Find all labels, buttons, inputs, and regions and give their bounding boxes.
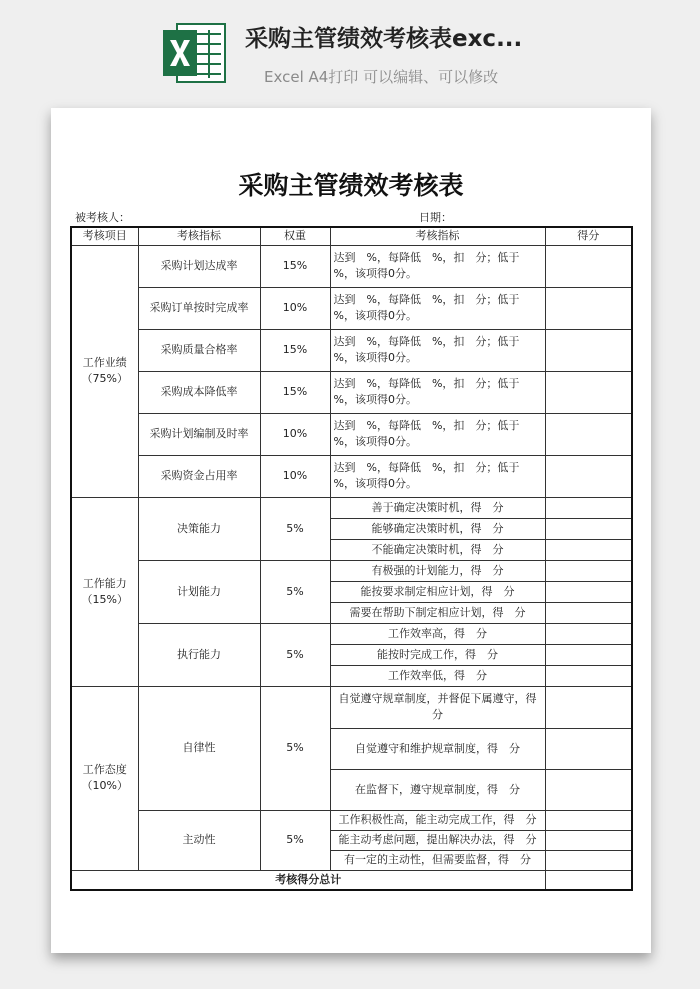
standard-cell: 达到 %，每降低 %，扣 分；低于 %，该项得0分。 [330,371,545,413]
standard-cell: 工作效率低，得 分 [330,665,545,686]
indicator-cell: 自律性 [138,686,260,810]
document-sheet [51,108,651,953]
table-row [71,413,632,455]
standard-cell: 自觉遵守和维护规章制度，得 分 [330,728,545,769]
weight-cell: 15% [260,329,330,371]
header-cell: 得分 [545,227,632,245]
score-cell[interactable] [545,644,632,665]
score-cell[interactable] [545,539,632,560]
weight-cell: 5% [260,560,330,623]
standard-cell: 能够确定决策时机，得 分 [330,518,545,539]
standard-cell: 能按时完成工作，得 分 [330,644,545,665]
standard-cell: 达到 %，每降低 %，扣 分；低于 %，该项得0分。 [330,329,545,371]
score-cell[interactable] [545,686,632,728]
score-cell[interactable] [545,810,632,830]
table-row [71,623,632,644]
standard-cell: 达到 %，每降低 %，扣 分；低于 %，该项得0分。 [330,455,545,497]
indicator-cell: 采购订单按时完成率 [138,287,260,329]
score-cell[interactable] [545,329,632,371]
table-row [71,686,632,728]
standard-cell: 达到 %，每降低 %，扣 分；低于 %，该项得0分。 [330,413,545,455]
standard-cell: 有极强的计划能力，得 分 [330,560,545,581]
indicator-cell: 采购质量合格率 [138,329,260,371]
indicator-cell: 采购计划达成率 [138,245,260,287]
page-subtitle: Excel A4打印 可以编辑、可以修改 [264,68,499,86]
weight-cell: 15% [260,371,330,413]
score-cell[interactable] [545,769,632,810]
weight-cell: 10% [260,455,330,497]
standard-cell: 有一定的主动性，但需要监督，得 分 [330,850,545,870]
header-cell: 考核指标 [138,227,260,245]
header-cell: 权重 [260,227,330,245]
table-row [71,455,632,497]
score-cell[interactable] [545,497,632,518]
standard-cell: 工作效率高，得 分 [330,623,545,644]
standard-cell: 工作积极性高，能主动完成工作，得 分 [330,810,545,830]
document-title: 采购主管绩效考核表 [238,171,464,200]
category-cell: 工作态度 （10%） [71,686,138,870]
score-cell[interactable] [545,455,632,497]
score-cell[interactable] [545,245,632,287]
standard-cell: 能按要求制定相应计划，得 分 [330,581,545,602]
score-cell[interactable] [545,413,632,455]
standard-cell: 达到 %，每降低 %，扣 分；低于 %，该项得0分。 [330,245,545,287]
score-cell[interactable] [545,518,632,539]
indicator-cell: 采购成本降低率 [138,371,260,413]
table-row [71,371,632,413]
table-row [71,287,632,329]
score-cell[interactable] [545,830,632,850]
total-label: 考核得分总计 [71,870,545,890]
excel-icon [163,20,227,86]
header-cell: 考核指标 [330,227,545,245]
weight-cell: 5% [260,623,330,686]
indicator-cell: 采购资金占用率 [138,455,260,497]
standard-cell: 能主动考虑问题，提出解决办法，得 分 [330,830,545,850]
table-row [71,329,632,371]
indicator-cell: 决策能力 [138,497,260,560]
weight-cell: 10% [260,287,330,329]
weight-cell: 10% [260,413,330,455]
weight-cell: 5% [260,497,330,560]
score-cell[interactable] [545,850,632,870]
indicator-cell: 主动性 [138,810,260,870]
page-header [0,0,700,104]
score-cell[interactable] [545,560,632,581]
category-cell: 工作业绩 （75%） [71,245,138,497]
standard-cell: 在监督下，遵守规章制度，得 分 [330,769,545,810]
assessment-table [70,226,633,891]
header-cell: 考核项目 [71,227,138,245]
score-cell[interactable] [545,623,632,644]
standard-cell: 达到 %，每降低 %，扣 分；低于 %，该项得0分。 [330,287,545,329]
score-cell[interactable] [545,581,632,602]
score-cell[interactable] [545,728,632,769]
date-label: 日期： [419,211,452,224]
category-cell: 工作能力 （15%） [71,497,138,686]
standard-cell: 不能确定决策时机，得 分 [330,539,545,560]
score-cell[interactable] [545,287,632,329]
assessee-label: 被考核人： [75,211,130,224]
score-cell[interactable] [545,665,632,686]
standard-cell: 善于确定决策时机，得 分 [330,497,545,518]
table-row [71,810,632,830]
page-title: 采购主管绩效考核表exc... [245,26,523,52]
score-cell[interactable] [545,602,632,623]
table-row [71,245,632,287]
indicator-cell: 计划能力 [138,560,260,623]
total-score-cell[interactable] [545,870,632,890]
table-header-row [71,227,632,245]
weight-cell: 5% [260,810,330,870]
standard-cell: 需要在帮助下制定相应计划，得 分 [330,602,545,623]
weight-cell: 15% [260,245,330,287]
weight-cell: 5% [260,686,330,810]
table-row [71,497,632,518]
score-cell[interactable] [545,371,632,413]
standard-cell: 自觉遵守规章制度，并督促下属遵守，得 分 [330,686,545,728]
total-row [71,870,632,890]
table-row [71,560,632,581]
indicator-cell: 采购计划编制及时率 [138,413,260,455]
indicator-cell: 执行能力 [138,623,260,686]
